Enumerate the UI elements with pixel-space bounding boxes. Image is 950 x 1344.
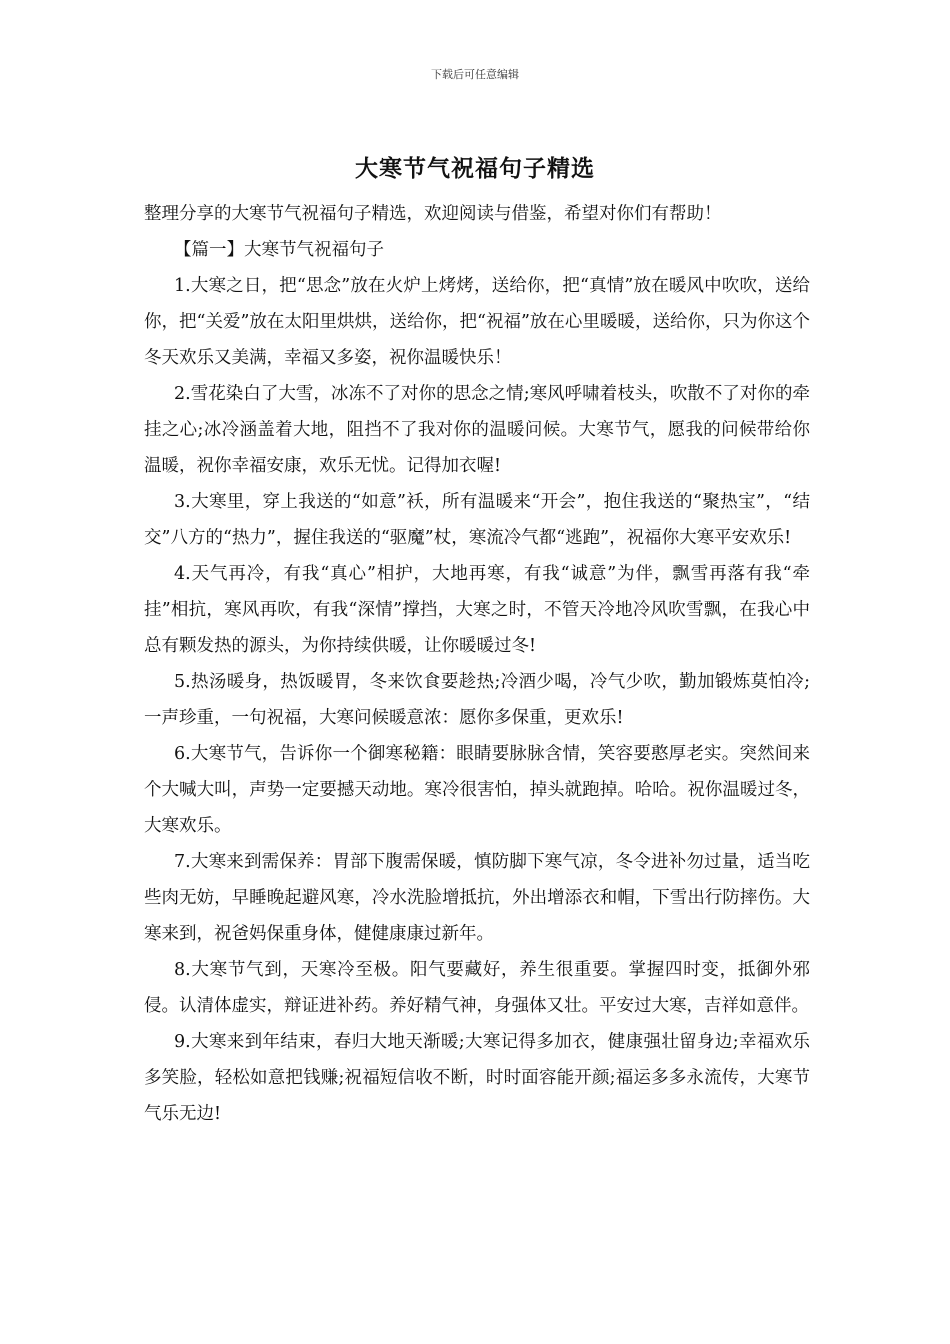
header-note: 下载后可任意编辑 (431, 68, 519, 81)
list-item: 4.天气再冷，有我“真心”相护，大地再寒，有我“诚意”为伴，飘雪再落有我“牵挂”相抗，寒风再吹，有我“深情”撑挡，大寒之时，不管天冷地冷风吹雪飘，在我心中总有颗发热的源头，为你持续供暖，让你暖暖过冬! (144, 564, 810, 656)
list-item: 6.大寒节气，告诉你一个御寒秘籍：眼睛要脉脉含情，笑容要憨厚老实。突然间来个大喊大叫，声势一定要撼天动地。寒冷很害怕，掉头就跑掉。哈哈。祝你温暖过冬，大寒欢乐。 (144, 744, 810, 836)
list-item: 7.大寒来到需保养：胃部下腹需保暖，慎防脚下寒气凉，冬令进补勿过量，适当吃些肉无妨，早睡晚起避风寒，冷水洗脸增抵抗，外出增添衣和帽，下雪出行防摔伤。大寒来到，祝爸妈保重身体，健健康康过新年。 (144, 852, 810, 944)
page-title: 大寒节气祝福句子精选 (355, 155, 595, 182)
list-item: 5.热汤暖身，热饭暖胃，冬来饮食要趁热;冷酒少喝，冷气少吹，勤加锻炼莫怕冷;一声珍重，一句祝福，大寒问候暖意浓：愿你多保重，更欢乐! (144, 672, 810, 728)
list-item: 9.大寒来到年结束，春归大地天渐暖;大寒记得多加衣，健康强壮留身边;幸福欢乐多笑脸，轻松如意把钱赚;祝福短信收不断，时时面容能开颜;福运多多永流传，大寒节气乐无边! (144, 1032, 810, 1124)
intro-paragraph: 整理分享的大寒节气祝福句子精选，欢迎阅读与借鉴，希望对你们有帮助！ (144, 204, 722, 224)
list-item: 1.大寒之日，把“思念”放在火炉上烤烤，送给你，把“真情”放在暖风中吹吹，送给你，把“关爱”放在太阳里烘烘，送给你，把“祝福”放在心里暖暖，送给你，只为你这个冬天欢乐又美满，幸福又多姿，祝你温暖快乐！ (144, 276, 810, 368)
section-heading: 【篇一】大寒节气祝福句子 (174, 240, 384, 260)
list-item: 3.大寒里，穿上我送的“如意”袄，所有温暖来“开会”，抱住我送的“聚热宝”，“结交”八方的“热力”，握住我送的“驱魔”杖，寒流冷气都“逃跑”，祝福你大寒平安欢乐! (144, 492, 810, 548)
list-item: 2.雪花染白了大雪，冰冻不了对你的思念之情;寒风呼啸着枝头，吹散不了对你的牵挂之心;冰冷涵盖着大地，阻挡不了我对你的温暖问候。大寒节气，愿我的问候带给你温暖，祝你幸福安康，欢乐无忧。记得加衣喔! (144, 384, 810, 476)
list-item: 8.大寒节气到，天寒冷至极。阳气要藏好，养生很重要。掌握四时变，抵御外邪侵。认清体虚实，辩证进补药。养好精气神，身强体又壮。平安过大寒，吉祥如意伴。 (144, 960, 810, 1016)
document-body (144, 196, 810, 1132)
